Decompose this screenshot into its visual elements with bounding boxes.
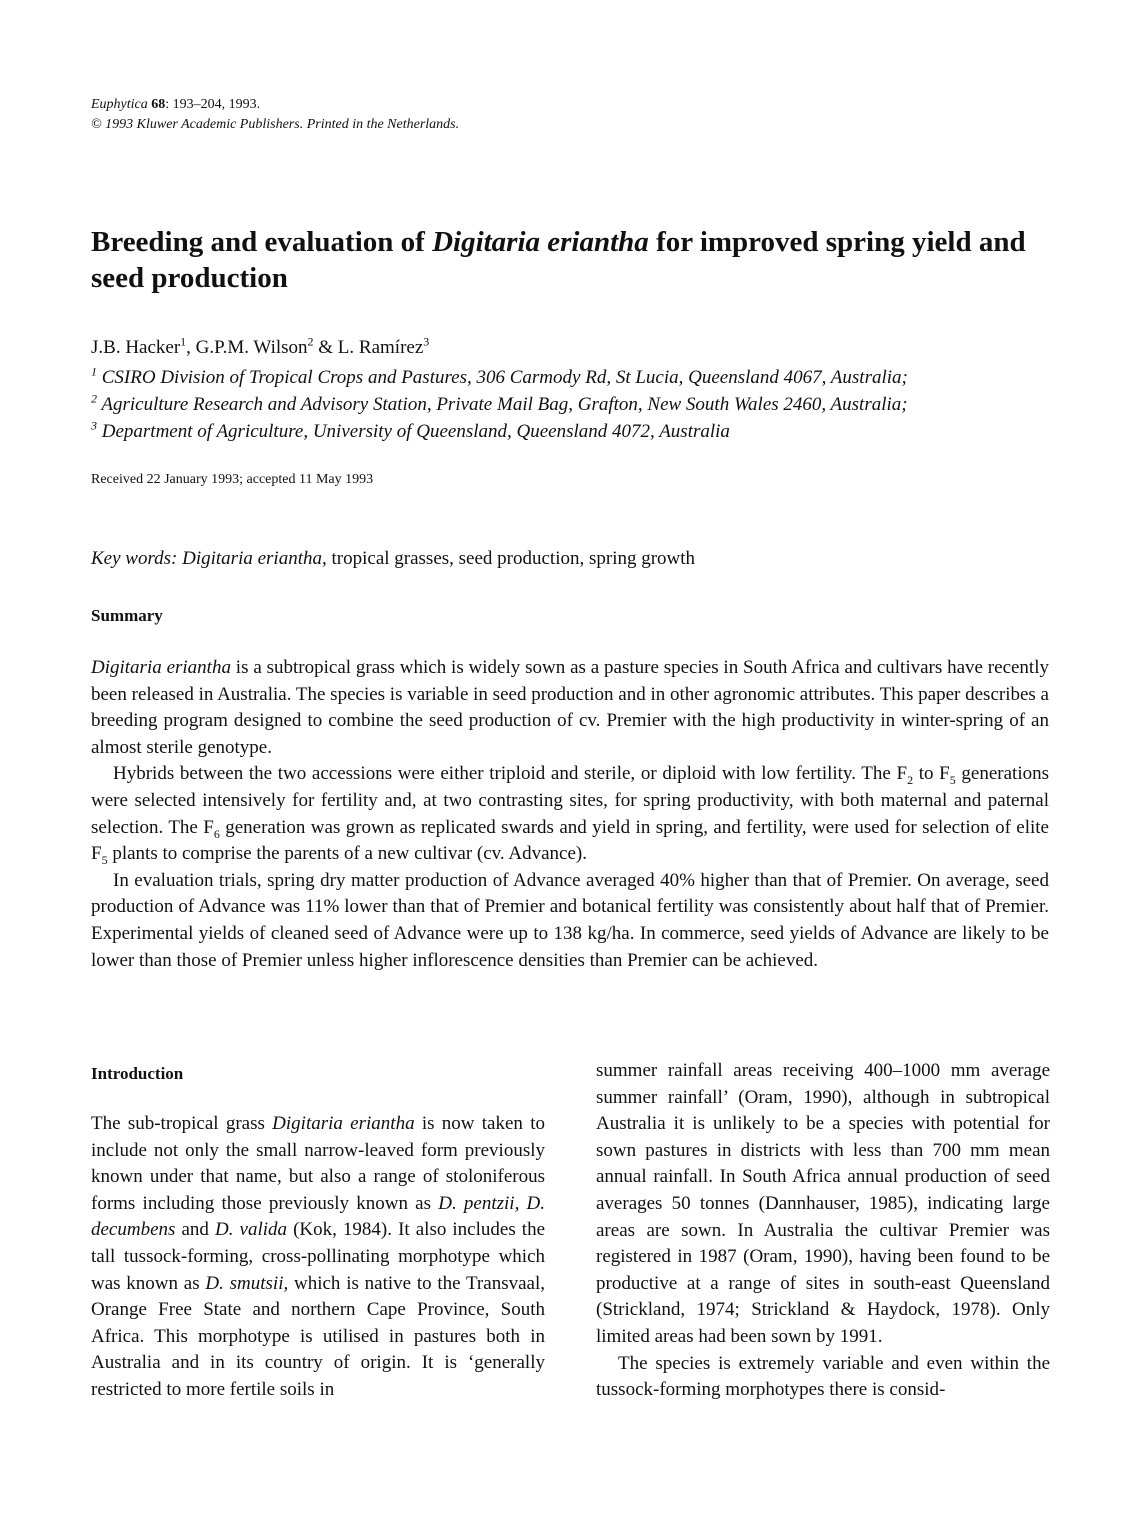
affiliation-1: $^1$ CSIRO Division of Tropical Crops and Pastures, 306 Carmody Rd, St Lucia, Queensland 4067, Australia; — [91, 364, 908, 388]
summary-heading: Summary — [91, 606, 163, 625]
introduction-paragraph-2: The species is extremely variable and even within the tussock-forming morphotypes there is consid- — [596, 1352, 1050, 1401]
author-list: J.B. Hacker$^1$, G.P.M. Wilson$^2$ & L. Ramírez$^3$ — [91, 334, 430, 358]
affiliations — [91, 364, 908, 445]
summary-paragraph-2: Hybrids between the two accessions were either triploid and sterile, or diploid with low fertility. The $F_2$ to $F_5$ generations were selected intensively for fertility and, at two contrasting sites, for spring productivity, with both maternal and paternal selection. The $F_6$ generation was grown as replicated swards and yield in spring, and fertility, were used for selection of elite $F_5$ plants to comprise the parents of a new cultivar (cv. Advance). — [91, 763, 1049, 867]
summary-paragraph-1: Digitaria eriantha is a subtropical grass which is widely sown as a pasture species in South Africa and cultivars have recently been released in Australia. The species is variable in seed production and in other agronomic attributes. This paper describes a breeding program designed to combine the seed production of cv. Premier with the high productivity in winter-spring of an almost sterile genotype. — [91, 657, 1049, 758]
introduction-paragraph-1: The sub-tropical grass Digitaria eriantha is now taken to include not only the small narrow-leaved form previously known under that name, but also a range of stoloniferous forms including those previously known as D. pentzii, D. decumbens and D. valida (Kok, 1984). It also includes the tall tussock-forming, cross-pollinating morphotype which was known as D. smutsii, which is native to the Transvaal, Orange Free State and northern Cape Province, South Africa. This morphotype is utilised in pastures both in Australia and in its country of origin. It is ‘generally restricted to more fertile soils in — [91, 1113, 545, 1400]
journal-citation — [91, 95, 459, 135]
introduction-heading: Introduction — [91, 1064, 184, 1083]
introduction-right-column — [596, 1058, 1050, 1404]
introduction-left-column — [91, 1111, 545, 1404]
affiliation-2: $^2$ Agriculture Research and Advisory Station, Private Mail Bag, Grafton, New South Wales 2460, Australia; — [91, 391, 908, 415]
summary-paragraph-3: In evaluation trials, spring dry matter production of Advance averaged 40% higher than that of Premier. On average, seed production of Advance was 11% lower than that of Premier and botanical fertility was consistently about half that of Premier. Experimental yields of cleaned seed of Advance were up to 138 kg/ha. In commerce, seed yields of Advance are likely to be lower than those of Premier unless higher inflorescence densities than Premier can be achieved. — [91, 869, 1049, 971]
affiliation-3: $^3$ Department of Agriculture, University of Queensland, Queensland 4072, Australia — [91, 418, 730, 442]
introduction-paragraph-1-continued: summer rainfall areas receiving 400–1000 mm average summer rainfall’ (Oram, 1990), although in subtropical Australia it is unlikely to be a species with potential for sown pastures in districts with less than 700 mm mean annual rainfall. In South Africa annual production of seed averages 50 tonnes (Dannhauser, 1985), indicating large areas are sown. In Australia the cultivar Premier was registered in 1987 (Oram, 1990), having been found to be productive at a range of sites in south-east Queensland (Strickland, 1974; Strickland & Haydock, 1978). Only limited areas had been sown by 1991. — [596, 1060, 1050, 1347]
keywords: Key words: Digitaria eriantha, tropical grasses, seed production, spring growth — [91, 548, 696, 569]
paper-title: Breeding and evaluation of Digitaria eriantha for improved spring yield and seed production — [91, 226, 1026, 294]
received-dates: Received 22 January 1993; accepted 11 May 1993 — [91, 472, 374, 487]
journal-line-1: Euphytica 68: 193–204, 1993. — [91, 97, 261, 112]
journal-line-2: © 1993 Kluwer Academic Publishers. Printed in the Netherlands. — [91, 117, 460, 132]
summary-body — [91, 655, 1049, 974]
